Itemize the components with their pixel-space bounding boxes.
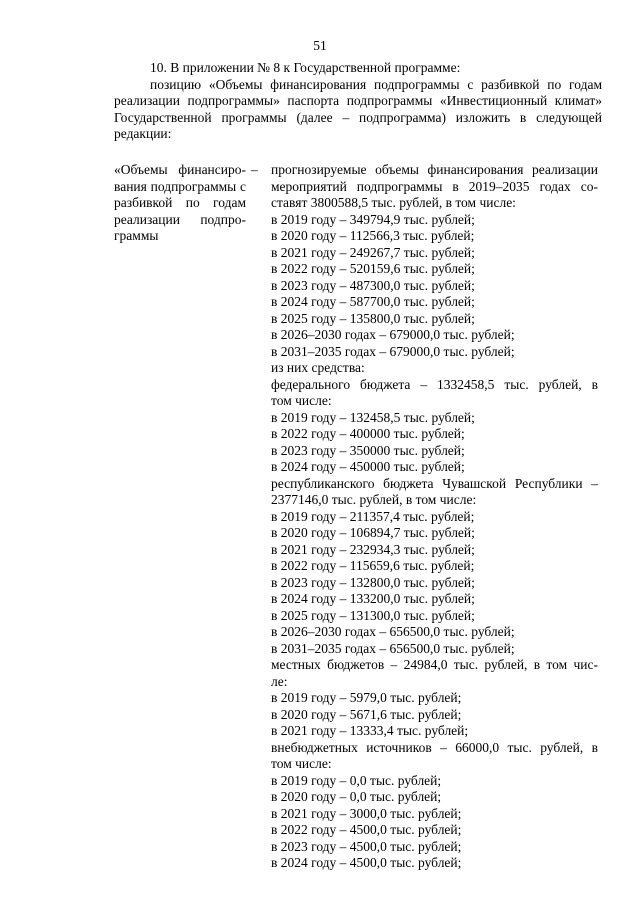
label-line: граммы (114, 228, 159, 244)
financing-line: в 2023 году – 350000 тыс. рублей; (271, 442, 465, 458)
financing-line: ле: (271, 673, 288, 689)
financing-line: в 2022 году – 4500,0 тыс. рублей; (271, 822, 462, 837)
label-line: «Объемы финансиро- (114, 162, 246, 177)
financing-line: в 2026–2030 годах – 656500,0 тыс. рублей; (271, 624, 515, 639)
financing-line: республиканского бюджета Чувашской Республики – (271, 475, 598, 491)
financing-line: прогнозируемые объемы финансирования реализации (271, 162, 598, 177)
financing-line: в 2025 году – 131300,0 тыс. рублей; (271, 607, 475, 623)
financing-line: 2377146,0 тыс. рублей, в том числе: (271, 492, 477, 507)
financing-line: в 2024 году – 4500,0 тыс. рублей; (271, 855, 462, 870)
financing-line: в 2022 году – 400000 тыс. рублей; (271, 426, 465, 441)
financing-line: в 2024 году – 133200,0 тыс. рублей; (271, 591, 475, 606)
financing-line: в 2019 году – 349794,9 тыс. рублей; (271, 211, 475, 227)
financing-line: из них средства: (271, 360, 365, 375)
financing-line: в 2021 году – 232934,3 тыс. рублей; (271, 541, 475, 557)
financing-line: в 2025 году – 135800,0 тыс. рублей; (271, 310, 475, 326)
financing-line: ставят 3800588,5 тыс. рублей, в том числе: (271, 195, 516, 210)
financing-line: в 2019 году – 211357,4 тыс. рублей; (271, 508, 475, 524)
financing-line: в 2023 году – 132800,0 тыс. рублей; (271, 574, 475, 590)
financing-line: в 2020 году – 106894,7 тыс. рублей; (271, 525, 475, 540)
intro-item-line: 10. В приложении № 8 к Государственной программе: (150, 60, 461, 75)
financing-line: в 2019 году – 5979,0 тыс. рублей; (271, 690, 462, 705)
intro-paragraph: позицию «Объемы финансирования подпрограммы с разбивкой по годам реализации подпрограммы» паспорта подпрограммы «Инвестиционный климат» Государственной программы (далее – подпрограмма) изложить в следующей редакции: (114, 76, 602, 141)
financing-line: местных бюджетов – 24984,0 тыс. рублей, в том чис- (271, 657, 598, 672)
financing-line: в 2024 году – 450000 тыс. рублей; (271, 459, 465, 474)
financing-line: в 2021 году – 3000,0 тыс. рублей; (271, 805, 462, 821)
financing-line: в 2026–2030 годах – 679000,0 тыс. рублей; (271, 327, 515, 342)
financing-line: в 2031–2035 годах – 679000,0 тыс. рублей; (271, 343, 515, 359)
financing-line: федерального бюджета – 1332458,5 тыс. рублей, в (271, 376, 598, 392)
financing-line: в 2019 году – 0,0 тыс. рублей; (271, 772, 442, 788)
financing-details-cell (271, 162, 598, 872)
financing-label-cell (114, 162, 246, 245)
financing-line: внебюджетных источников – 66000,0 тыс. рублей, в (271, 739, 598, 755)
financing-line: мероприятий подпрограммы в 2019–2035 годах со- (271, 178, 598, 194)
financing-line: в 2031–2035 годах – 656500,0 тыс. рублей; (271, 640, 515, 656)
financing-line: в 2024 году – 587700,0 тыс. рублей; (271, 294, 475, 309)
intro-text (114, 60, 602, 143)
label-line: вания подпрограммы с (114, 178, 246, 194)
label-line: реализации подпро- (114, 211, 246, 227)
financing-line: в 2019 году – 132458,5 тыс. рублей; (271, 409, 475, 425)
page-number: 51 (313, 38, 327, 53)
financing-line: в 2021 году – 13333,4 тыс. рублей; (271, 723, 469, 738)
financing-line: том числе: (271, 393, 332, 408)
label-line: разбивкой по годам (114, 195, 246, 211)
financing-line: том числе: (271, 756, 332, 771)
financing-line: в 2022 году – 520159,6 тыс. рублей; (271, 261, 475, 276)
financing-line: в 2023 году – 487300,0 тыс. рублей; (271, 277, 475, 293)
separator-dash: – (251, 162, 258, 177)
financing-line: в 2020 году – 5671,6 тыс. рублей; (271, 706, 462, 722)
financing-line: в 2023 году – 4500,0 тыс. рублей; (271, 838, 462, 854)
financing-line: в 2020 году – 112566,3 тыс. рублей; (271, 228, 475, 243)
financing-line: в 2021 году – 249267,7 тыс. рублей; (271, 244, 475, 260)
financing-line: в 2022 году – 115659,6 тыс. рублей; (271, 558, 475, 573)
financing-line: в 2020 году – 0,0 тыс. рублей; (271, 789, 442, 804)
